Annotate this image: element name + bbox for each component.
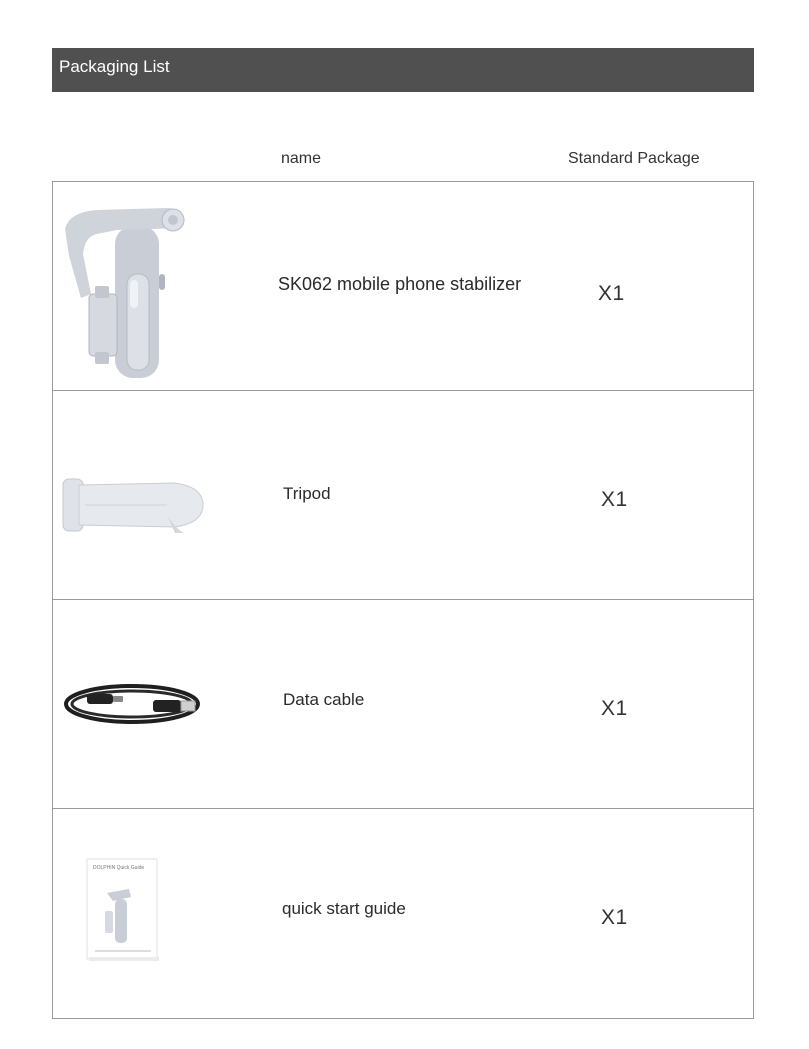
packaging-list-header — [52, 48, 754, 92]
packaging-table — [52, 181, 754, 1019]
item-quantity: X1 — [598, 282, 625, 305]
page-title: Packaging List — [59, 57, 170, 76]
column-header-name: name — [281, 150, 322, 167]
gimbal-stabilizer-image — [57, 194, 207, 378]
item-quantity: X1 — [601, 697, 628, 720]
table-row — [53, 808, 753, 1017]
table-row — [53, 390, 753, 599]
item-quantity: X1 — [601, 906, 628, 929]
guide-cover-text: DOLPHIN Quick Guide — [93, 865, 145, 871]
tripod-image — [57, 403, 207, 587]
item-name: Data cable — [283, 690, 365, 709]
table-row — [53, 599, 753, 808]
item-name: quick start guide — [282, 899, 406, 918]
item-name: SK062 mobile phone stabilizer — [278, 274, 522, 294]
table-row — [53, 182, 753, 390]
item-quantity: X1 — [601, 488, 628, 511]
usb-cable-image — [57, 612, 207, 796]
quick-guide-image — [57, 821, 207, 1005]
column-header-standard-package: Standard Package — [568, 150, 700, 167]
item-name: Tripod — [283, 484, 331, 503]
